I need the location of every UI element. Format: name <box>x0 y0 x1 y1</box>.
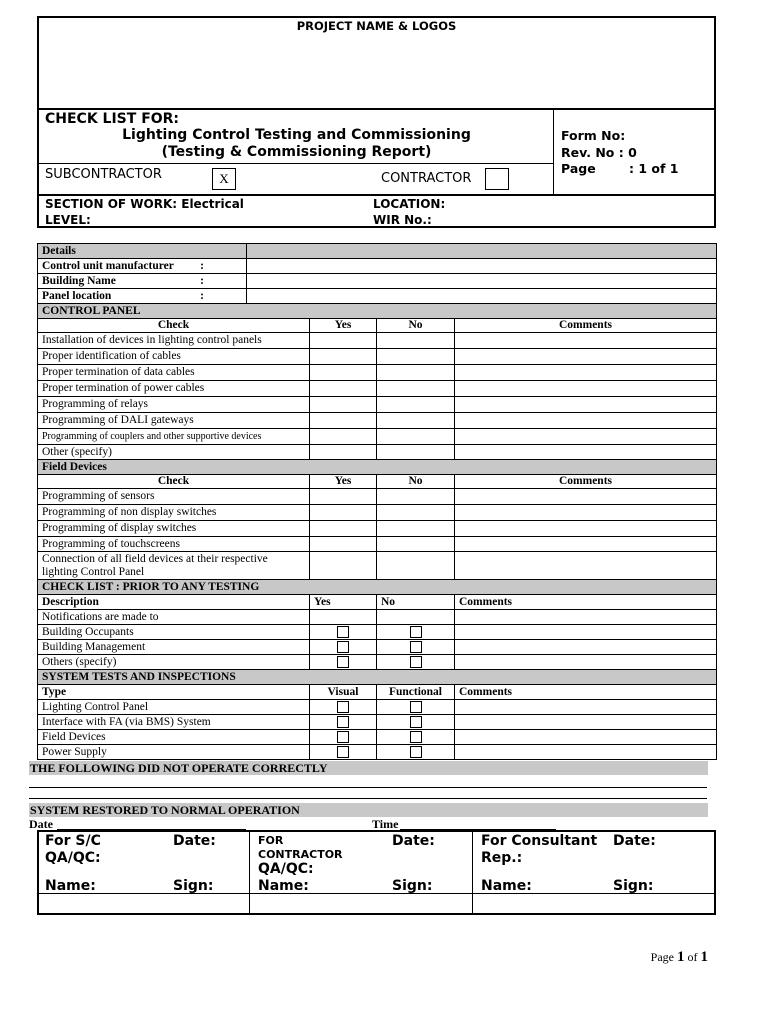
time-label: Time <box>372 817 399 831</box>
sc-label: For S/C <box>45 833 101 849</box>
comments-cell[interactable] <box>455 655 717 670</box>
table-row: Building Management <box>38 640 717 655</box>
form-title: Lighting Control Testing and Commissioning <box>122 127 471 143</box>
table-row: Programming of couplers and other supportive devices <box>38 429 717 445</box>
functional-checkbox[interactable] <box>410 731 422 743</box>
contractor-name-label: Name: <box>258 878 309 894</box>
no-checkbox[interactable] <box>410 626 422 638</box>
date-label: Date <box>29 817 53 831</box>
section-header-row <box>38 580 717 595</box>
details-value-field[interactable] <box>247 259 717 274</box>
page-total: 1 <box>700 949 708 965</box>
functional-checkbox[interactable] <box>410 701 422 713</box>
comments-cell[interactable] <box>455 397 717 413</box>
comments-cell[interactable] <box>455 625 717 640</box>
comments-cell[interactable] <box>455 489 717 505</box>
table-row: Proper termination of power cables <box>38 381 717 397</box>
level-label: LEVEL: <box>45 213 91 227</box>
project-name: PROJECT NAME & LOGOS <box>296 19 457 33</box>
comments-cell[interactable] <box>455 715 717 730</box>
no-cell[interactable] <box>377 413 455 429</box>
table-row: Lighting Control Panel <box>38 700 717 715</box>
consultant-date-label: Date: <box>613 833 656 849</box>
column-header-row: Check Yes No Comments <box>38 475 717 489</box>
control-panel-title: CONTROL PANEL <box>38 304 717 319</box>
table-row: Proper identification of cables <box>38 349 717 365</box>
yes-cell[interactable] <box>310 381 377 397</box>
no-cell[interactable] <box>377 521 455 537</box>
no-cell[interactable] <box>377 537 455 552</box>
comments-cell[interactable] <box>455 552 717 580</box>
no-cell[interactable] <box>377 489 455 505</box>
comments-cell[interactable] <box>455 745 717 760</box>
yes-cell[interactable] <box>310 429 377 445</box>
table-row: Programming of DALI gateways <box>38 413 717 429</box>
details-label: Building Name <box>42 274 116 287</box>
comments-cell[interactable] <box>455 640 717 655</box>
yes-checkbox[interactable] <box>337 626 349 638</box>
page-label: Page <box>561 161 596 176</box>
table-row: Power Supply <box>38 745 717 760</box>
consultant-sign-label: Sign: <box>613 878 654 894</box>
comments-cell[interactable] <box>455 700 717 715</box>
did-not-operate-title: THE FOLLOWING DID NOT OPERATE CORRECTLY <box>29 761 708 775</box>
comments-cell[interactable] <box>455 365 717 381</box>
yes-checkbox[interactable] <box>337 656 349 668</box>
consultant-rep-label: Rep.: <box>481 850 523 866</box>
sc-date-label: Date: <box>173 833 216 849</box>
prior-testing-title: CHECK LIST : PRIOR TO ANY TESTING <box>38 580 717 595</box>
details-header-row <box>38 244 717 259</box>
section-header-row <box>38 304 717 319</box>
details-row: Control unit manufacturer : <box>38 259 717 274</box>
details-value-field[interactable] <box>247 289 717 304</box>
divider <box>39 163 554 164</box>
no-cell[interactable] <box>377 445 455 460</box>
no-cell[interactable] <box>377 349 455 365</box>
signature-block <box>37 830 716 915</box>
rev-no: Rev. No : 0 <box>561 145 637 160</box>
contractor-sign-label: Sign: <box>392 878 433 894</box>
divider <box>39 108 714 110</box>
comments-cell[interactable] <box>455 505 717 521</box>
consultant-name-label: Name: <box>481 878 532 894</box>
table-row: Programming of sensors <box>38 489 717 505</box>
yes-cell[interactable] <box>310 365 377 381</box>
system-tests-title: SYSTEM TESTS AND INSPECTIONS <box>38 670 717 685</box>
no-cell[interactable] <box>377 505 455 521</box>
subcontractor-checkbox[interactable]: X <box>212 168 236 190</box>
contractor-sig-label: CONTRACTOR <box>258 848 343 861</box>
yes-cell[interactable] <box>310 521 377 537</box>
comments-cell[interactable] <box>455 537 717 552</box>
no-cell[interactable] <box>377 381 455 397</box>
table-row: Others (specify) <box>38 655 717 670</box>
no-checkbox[interactable] <box>410 641 422 653</box>
contractor-label: CONTRACTOR <box>381 171 472 186</box>
comments-cell[interactable] <box>455 413 717 429</box>
section-header-row <box>38 460 717 475</box>
page-value: : 1 of 1 <box>629 161 679 176</box>
table-row: Programming of relays <box>38 397 717 413</box>
no-cell[interactable] <box>377 333 455 349</box>
divider <box>249 832 250 913</box>
divider <box>39 194 714 196</box>
table-row: Proper termination of data cables <box>38 365 717 381</box>
subcontractor-label: SUBCONTRACTOR <box>45 167 162 182</box>
table-row: Notifications are made to <box>38 610 717 625</box>
details-label: Control unit manufacturer <box>42 259 174 272</box>
table-row: Field Devices <box>38 730 717 745</box>
yes-cell[interactable] <box>310 445 377 460</box>
sc-name-label: Name: <box>45 878 96 894</box>
section-of-work: SECTION OF WORK: Electrical <box>45 197 244 211</box>
no-cell[interactable] <box>377 397 455 413</box>
table-row: Connection of all field devices at their respective lighting Control Panel <box>38 552 717 580</box>
table-row: Other (specify) <box>38 445 717 460</box>
yes-cell[interactable] <box>310 413 377 429</box>
table-row: Programming of display switches <box>38 521 717 537</box>
yes-cell[interactable] <box>310 537 377 552</box>
checklist-for-label: CHECK LIST FOR: <box>45 111 180 127</box>
page-footer: Page 1 of 1 <box>650 949 708 965</box>
table-row: Programming of touchscreens <box>38 537 717 552</box>
field-devices-title: Field Devices <box>38 460 717 475</box>
table-row: Installation of devices in lighting control panels <box>38 333 717 349</box>
no-cell[interactable] <box>377 429 455 445</box>
details-value-field[interactable] <box>247 274 717 289</box>
no-cell[interactable] <box>377 365 455 381</box>
column-header-row: Type Visual Functional Comments <box>38 685 717 700</box>
details-row: Building Name : <box>38 274 717 289</box>
details-row: Panel location : <box>38 289 717 304</box>
visual-checkbox[interactable] <box>337 716 349 728</box>
yes-checkbox[interactable] <box>337 641 349 653</box>
visual-checkbox[interactable] <box>337 746 349 758</box>
yes-cell[interactable] <box>310 552 377 580</box>
comments-cell[interactable] <box>455 521 717 537</box>
form-header <box>37 16 716 228</box>
comments-cell[interactable] <box>455 381 717 397</box>
table-row: Interface with FA (via BMS) System <box>38 715 717 730</box>
section-header-row <box>38 670 717 685</box>
table-row: Programming of non display switches <box>38 505 717 521</box>
functional-checkbox[interactable] <box>410 716 422 728</box>
comments-cell[interactable] <box>455 349 717 365</box>
visual-checkbox[interactable] <box>337 701 349 713</box>
functional-checkbox[interactable] <box>410 746 422 758</box>
yes-cell[interactable] <box>310 489 377 505</box>
form-no: Form No: <box>561 128 626 143</box>
yes-cell[interactable] <box>310 505 377 521</box>
details-label: Panel location <box>42 289 112 302</box>
yes-cell[interactable] <box>310 397 377 413</box>
form-subtitle: (Testing & Commissioning Report) <box>161 144 432 160</box>
for-label: FOR <box>258 834 284 847</box>
comments-cell[interactable] <box>455 445 717 460</box>
sc-qaqc-label: QA/QC: <box>45 850 101 866</box>
table-row: Building Occupants <box>38 625 717 640</box>
yes-cell[interactable] <box>310 333 377 349</box>
comments-cell[interactable] <box>455 333 717 349</box>
contractor-qaqc-label: QA/QC: <box>258 861 314 877</box>
comments-cell[interactable] <box>455 730 717 745</box>
comments-cell[interactable] <box>455 610 717 625</box>
contractor-checkbox[interactable] <box>485 168 509 190</box>
comments-cell[interactable] <box>455 429 717 445</box>
contractor-date-label: Date: <box>392 833 435 849</box>
details-title: Details <box>38 244 247 259</box>
no-checkbox[interactable] <box>410 656 422 668</box>
divider <box>472 832 473 913</box>
wir-no-label: WIR No.: <box>373 213 432 227</box>
column-header-row: Check Yes No Comments <box>38 319 717 333</box>
column-header-row: Description Yes No Comments <box>38 595 717 610</box>
consultant-label: For Consultant <box>481 833 598 849</box>
no-cell[interactable] <box>377 552 455 580</box>
yes-cell[interactable] <box>310 349 377 365</box>
checklist-table <box>37 243 717 760</box>
sc-sign-label: Sign: <box>173 878 214 894</box>
remark-line[interactable] <box>29 787 707 788</box>
restored-title: SYSTEM RESTORED TO NORMAL OPERATION <box>29 803 708 817</box>
visual-checkbox[interactable] <box>337 731 349 743</box>
remark-line[interactable] <box>29 798 707 799</box>
page-current: 1 <box>677 949 685 965</box>
location-label: LOCATION: <box>373 197 446 211</box>
